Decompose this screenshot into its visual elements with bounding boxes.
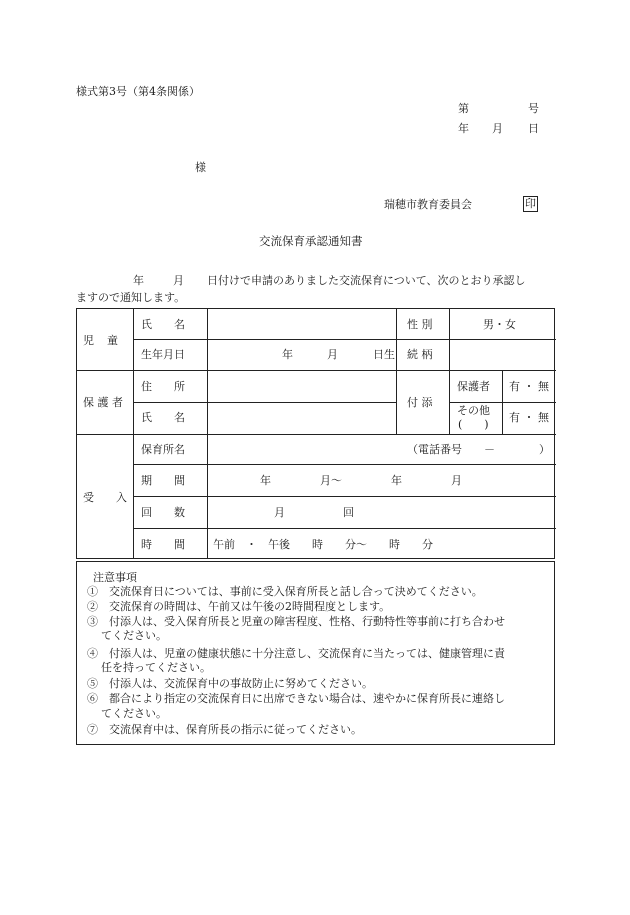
- relation-label: 続 柄: [407, 348, 433, 361]
- count-month: 月: [274, 506, 285, 519]
- attendant-guardian-choice: 有 ・ 無: [509, 380, 549, 393]
- note-1: ① 交流保育日については、事前に受入保育所長と話し合って決めてください。: [87, 585, 483, 598]
- body-line2: ますので通知します。: [76, 291, 186, 304]
- guardian-address-label: 住 所: [141, 380, 185, 393]
- form-number: 様式第3号（第4条関係）: [76, 85, 200, 98]
- doc-no-suffix: 号: [528, 102, 539, 115]
- period-label: 期 間: [141, 474, 185, 487]
- seal-stamp: 印: [525, 197, 536, 210]
- attendant-other-label: その他: [457, 404, 490, 417]
- notes-heading: 注意事項: [93, 571, 137, 584]
- period-year-2: 年: [391, 474, 402, 487]
- note-4: ④ 付添人は、児童の健康状態に十分注意し、交流保育に当たっては、健康管理に責: [87, 647, 505, 660]
- body-line1: 日付けで申請のありました交流保育について、次のとおり承認し: [207, 274, 526, 287]
- dob-label: 生年月日: [141, 348, 185, 361]
- dob-day: 日生: [373, 348, 395, 361]
- notes-box: [76, 561, 555, 745]
- date-month: 月: [492, 122, 503, 135]
- section-child: 児 童: [83, 334, 119, 347]
- date-year: 年: [458, 122, 469, 135]
- note-7: ⑦ 交流保育中は、保育所長の指示に従ってください。: [87, 723, 362, 736]
- doc-no-prefix: 第: [458, 102, 469, 115]
- note-2: ② 交流保育の時間は、午前又は午後の2時間程度とします。: [87, 600, 391, 613]
- time-label: 時 間: [141, 538, 185, 551]
- sex-value: 男・女: [483, 318, 516, 331]
- attendant-guardian-label: 保護者: [457, 380, 490, 393]
- date-day: 日: [528, 122, 539, 135]
- count-label: 回 数: [141, 506, 185, 519]
- section-accept: 受 入: [83, 491, 127, 504]
- note-6: ⑥ 都合により指定の交流保育日に出席できない場合は、速やかに保育所長に連絡し: [87, 692, 505, 705]
- phone-field: （電話番号 － ）: [407, 443, 550, 456]
- approval-table: [76, 308, 555, 559]
- body-year: 年: [133, 274, 144, 287]
- attendant-other-choice: 有 ・ 無: [509, 411, 549, 424]
- nursery-label: 保育所名: [141, 443, 185, 456]
- note-3: ③ 付添人は、受入保育所長と児童の障害程度、性格、行動特性等事前に打ち合わせ: [87, 615, 505, 628]
- body-month: 月: [173, 274, 184, 287]
- dob-month: 月: [327, 348, 338, 361]
- count-times: 回: [343, 506, 354, 519]
- attendant-other-paren: ( ): [458, 418, 489, 431]
- guardian-name-label: 氏 名: [141, 411, 185, 424]
- attendant-label: 付 添: [407, 396, 433, 409]
- dob-year: 年: [282, 348, 293, 361]
- note-3-cont: てください。: [101, 629, 167, 642]
- note-6-cont: てください。: [101, 707, 167, 720]
- period-month-1: 月～: [320, 474, 342, 487]
- issuer: 瑞穂市教育委員会: [384, 198, 472, 211]
- child-name-label: 氏 名: [141, 318, 185, 331]
- time-value: 午前 ・ 午後 時 分～ 時 分: [213, 538, 433, 551]
- period-year-1: 年: [260, 474, 271, 487]
- addressee: 様: [195, 161, 206, 174]
- section-guardian: 保 護 者: [83, 396, 123, 409]
- document-title: 交流保育承認通知書: [259, 234, 363, 248]
- sex-label: 性 別: [407, 318, 433, 331]
- note-4-cont: 任を持ってください。: [101, 661, 211, 674]
- note-5: ⑤ 付添人は、交流保育中の事故防止に努めてください。: [87, 677, 373, 690]
- period-month-2: 月: [451, 474, 462, 487]
